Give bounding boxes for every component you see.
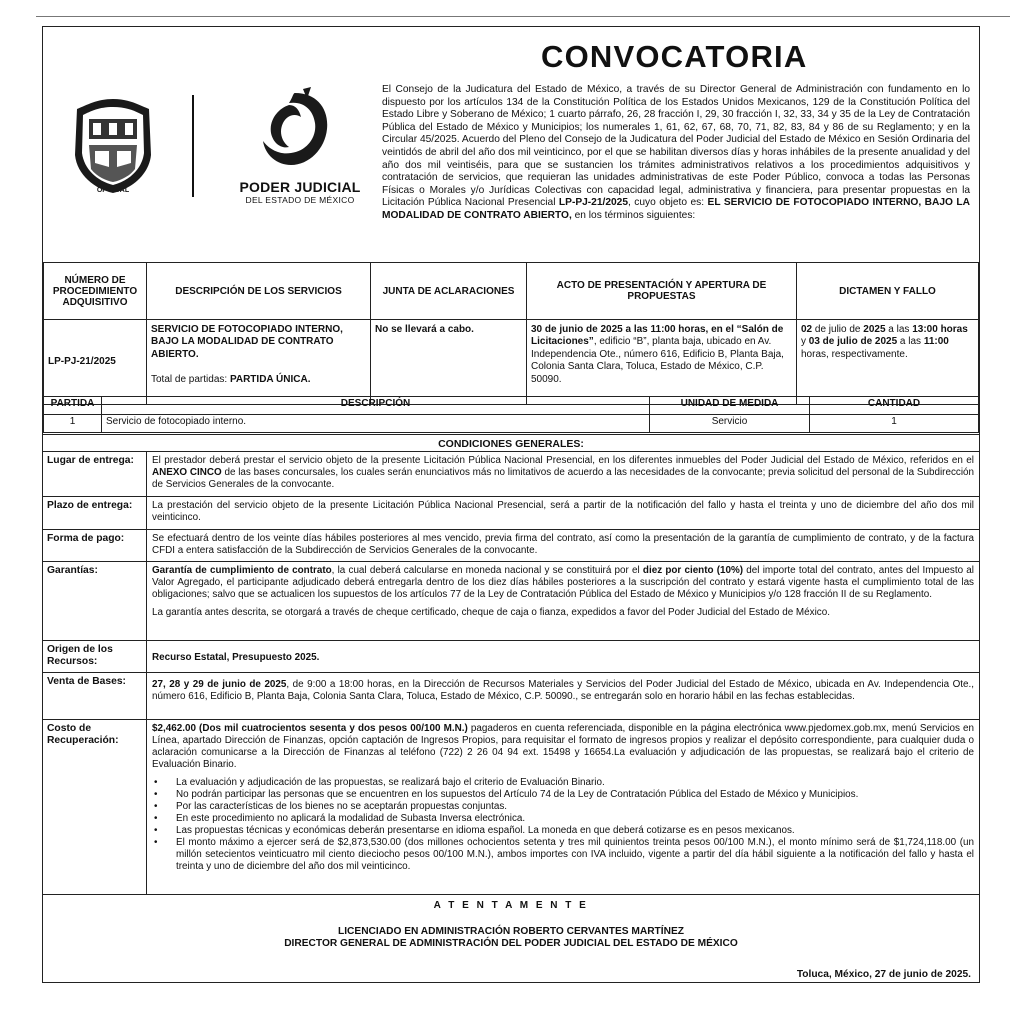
place-date: Toluca, México, 27 de junio de 2025. <box>796 969 971 980</box>
partidas-label: Total de partidas: <box>151 373 230 385</box>
procedure-number: LP-PJ-21/2025 <box>44 320 147 405</box>
junta-value: No se llevará a cabo. <box>375 324 474 335</box>
condition-label: Costo de Recuperación: <box>43 720 147 894</box>
intro-text-3: en los términos siguientes: <box>571 209 696 221</box>
garantia-title: Garantía de cumplimiento de contrato <box>152 565 332 576</box>
signer-title: DIRECTOR GENERAL DE ADMINISTRACIÓN DEL PODER JUDICIAL DEL ESTADO DE MÉXICO <box>284 938 738 949</box>
service-description: SERVICIO DE FOTOCOPIADO INTERNO, BAJO LA MODALIDAD DE CONTRATO ABIERTO. <box>151 324 343 360</box>
list-item: • La evaluación y adjudicación de las propuestas, se realizará bajo el criterio de Evaluación Binario. <box>152 777 974 789</box>
conditions-bullet-list <box>152 777 974 873</box>
item-description: Servicio de fotocopiado interno. <box>102 415 650 433</box>
condition-label: Origen de los Recursos: <box>43 641 147 672</box>
condition-text <box>147 673 979 706</box>
condition-text <box>147 720 979 876</box>
intro-object: EL SERVICIO DE FOTOCOPIADO INTERNO, BAJO LA MODALIDAD DE CONTRATO ABIERTO, <box>382 197 970 221</box>
condition-text <box>147 562 979 622</box>
costo-amount: $2,462.00 (Dos mil cuatrocientos sesenta y dos pesos 00/100 M.N.) <box>152 723 468 734</box>
condition-text: La prestación del servicio objeto de la presente Licitación Pública Nacional Presencial, será a partir de la notificación del fallo y hasta el treinta y uno de diciembre del año dos mil veinticinco. <box>152 500 974 523</box>
item-quantity: 1 <box>810 415 979 433</box>
intro-paragraph <box>382 84 970 223</box>
condition-garantias <box>43 562 979 641</box>
col-header-junta: JUNTA DE ACLARACIONES <box>371 263 527 320</box>
venta-dates: 27, 28 y 29 de junio de 2025 <box>152 679 287 690</box>
fallo-text: a las <box>897 336 924 348</box>
condition-text: Se efectuará dentro de los veinte días hábiles posteriores al mes vencido, previa firma del contrato, así como la presentación de la garantía de cumplimiento de contrato, y de la factura CFDI a entera satisfacción de la Subdirección de Servicios Generales de la convocante. <box>152 533 974 556</box>
fallo-text: horas, respectivamente. <box>801 348 908 360</box>
items-table <box>43 396 979 433</box>
intro-procedure-number: LP-PJ-21/2025 <box>558 197 629 209</box>
garantia-text-3: La garantía antes descrita, se otorgará a través de cheque certificado, cheque de caja o fianza, expedidos a favor del Poder Judicial del Estado de México. <box>152 607 830 618</box>
col-header-acto: ACTO DE PRESENTACIÓN Y APERTURA DE PROPUESTAS <box>527 263 797 320</box>
notice-frame <box>42 26 980 983</box>
col-header-cantidad: CANTIDAD <box>810 397 979 415</box>
lugar-annex: ANEXO CINCO <box>152 467 222 478</box>
condition-label: Garantías: <box>43 562 147 640</box>
atentamente: A T E N T A M E N T E <box>433 900 589 911</box>
partidas-value: PARTIDA ÚNICA. <box>229 373 311 385</box>
condition-forma-pago <box>43 530 979 562</box>
seal-text: OPVAVAL <box>96 187 130 194</box>
procedure-table <box>43 262 979 405</box>
fallo-text: 13:00 horas <box>912 324 968 335</box>
garantia-percent: diez por ciento (10%) <box>642 565 744 576</box>
state-seal-icon <box>69 95 157 195</box>
lugar-text-2: de las bases concursales, los cuales serán enunciativos más no limitativos de acuerdo a las necesidades de la convocante; previa solicitud del personal de la Subdirección de Servicios Generales de la convocante. <box>152 467 975 490</box>
garantia-text-2: del importe total del contrato, antes del Impuesto al Valor Agregado, el participante adjudicado deberá entregarla dentro de los diez días hábiles posteriores a la suscripción del contrato y estará vigente hasta el cumplimiento total de las obligaciones; salvo que se actualicen los supuestos de los artículos 77 de la Ley de Contratación Pública del Estado de México y Municipios y/o 128 fracción II de su Reglamento. <box>152 565 974 600</box>
condition-plazo <box>43 497 979 530</box>
garantia-text-1: , la cual deberá calcularse en moneda nacional y se constituirá por el <box>331 565 643 576</box>
lugar-text-1: El prestador deberá prestar el servicio objeto de la presente Licitación Pública Nacional Presencial, en los diferentes inmuebles del Poder Judicial del Estado de México, referidos en el <box>152 455 974 466</box>
col-header-fallo: DICTAMEN Y FALLO <box>797 263 979 320</box>
procedure-description <box>147 320 371 405</box>
condition-costo <box>43 720 979 895</box>
logo-separator <box>192 95 194 197</box>
conditions-title: CONDICIONES GENERALES: <box>43 434 979 452</box>
org-name: PODER JUDICIAL <box>239 179 361 195</box>
venta-text: , de 9:00 a 18:00 horas, en la Dirección de Recursos Materiales y Servicios del Poder Judicial del Estado de México, ubicada en Av. Independencia Ote., número 616, Edificio B, Planta Baja, Colonia Santa Clara, Toluca, Estado de México, C.P. 50090., se entregarán solo en horario hábil en las fechas establecidas. <box>152 679 974 702</box>
item-unit: Servicio <box>650 415 810 433</box>
col-header-item-description: DESCRIPCIÓN <box>102 397 650 415</box>
fallo-text: 03 de julio de 2025 <box>808 336 898 348</box>
poder-judicial-logo-icon <box>259 87 331 171</box>
list-item: • No podrán participar las personas que se encuentren en los supuestos del Artículo 74 de la Ley de Contratación Pública del Estado de México y Municipios. <box>152 789 974 801</box>
condition-text: Recurso Estatal, Presupuesto 2025. <box>152 652 320 663</box>
acto-cell <box>527 320 797 405</box>
fallo-text: 02 <box>801 324 813 335</box>
intro-text-1: El Consejo de la Judicatura del Estado de México, a través de su Director General de Administración con fundamento en lo dispuesto por los artículos 134 de la Constitución Política de los Estados Unidos Mexicanos, 129 de la Constitución Política del Estado Libre y Soberano de México; 1 cuarto párrafo, 26, 28 fracción I, 29, 30 fracción I, 32, 33, 34 y 35 de la Ley de Contratación Pública del Estado de México y Municipios; los numerales 1, 61, 62, 67, 68, 70, 71, 82, 83, 84 y 86 de su Reglamento; y en la Circular 45/2025. Acuerdo del Pleno del Consejo de la Judicatura del Poder Judicial del Estado de México en Sesión Ordinaria del veintidós de abril del año dos mil veinticinco, por el que se habilitan diversos días y horas inhábiles de la presente anualidad y del año dos mil veintiséis, para que se sustancien los trámites administrativos relativos a los procedimientos adquisitivos y contratación de servicios, que requieran las unidades administrativas de este Poder Público, convoca a todas las Personas Físicas o Morales y/o Jurídicas Colectivas con capacidad legal, administrativa y financiera, para presentar propuestas en la Licitación Pública Nacional Presencial <box>382 84 970 209</box>
condition-origen <box>43 641 979 673</box>
col-header-number: NÚMERO DE PROCEDIMIENTO ADQUISITIVO <box>44 263 147 320</box>
list-item: • Las propuestas técnicas y económicas deberán presentarse en idioma español. La moneda en que deberá cotizarse es en pesos mexicanos. <box>152 825 974 837</box>
condition-venta <box>43 673 979 720</box>
fallo-text: 11:00 <box>923 336 949 348</box>
condition-label: Plazo de entrega: <box>43 497 147 529</box>
costo-text: pagaderos en cuenta referenciada, disponible en la página electrónica www.pjedomex.gob.mx, menú Servicios en Línea, apartado Dirección de Finanzas, opción captación de Ingresos Propios, para requisitar el formato de ingresos propios y realizar el depósito correspondiente, para cualquier duda o aclaración comunicarse a la Dirección de Finanzas al teléfono (722) 2 26 04 94 ext. 15498 y 16654.La evaluación y adjudicación de las propuestas, se realizará bajo el criterio de Evaluación Binario. <box>152 723 974 770</box>
fallo-cell <box>797 320 979 405</box>
condition-text <box>147 452 979 494</box>
fallo-text: a las <box>885 324 913 335</box>
item-partida: 1 <box>44 415 102 433</box>
list-item: • Por las características de los bienes no se aceptarán propuestas conjuntas. <box>152 801 974 813</box>
col-header-partida: PARTIDA <box>44 397 102 415</box>
fallo-text: de julio de <box>812 324 864 335</box>
col-header-unidad: UNIDAD DE MEDIDA <box>650 397 810 415</box>
condition-label: Lugar de entrega: <box>43 452 147 496</box>
page-title: CONVOCATORIA <box>541 39 808 74</box>
condition-lugar <box>43 452 979 497</box>
fallo-text: y <box>801 336 809 348</box>
col-header-description: DESCRIPCIÓN DE LOS SERVICIOS <box>147 263 371 320</box>
condition-label: Venta de Bases: <box>43 673 147 719</box>
top-rule <box>36 16 1010 17</box>
condition-label: Forma de pago: <box>43 530 147 561</box>
signer-name: LICENCIADO EN ADMINISTRACIÓN ROBERTO CERVANTES MARTÍNEZ <box>337 926 684 937</box>
org-subtitle: DEL ESTADO DE MÉXICO <box>245 195 355 205</box>
list-item: • El monto máximo a ejercer será de $2,873,530.00 (dos millones ochocientos setenta y tres mil quinientos treinta pesos 00/100 M.N.), el monto mínimo será de $1,724,118.00 (un millón setecientos veinticuatro mil ciento dieciocho pesos 00/100 M.N.), ambos importes con IVA incluido, vigente a partir del día hábil siguiente a la notificación del fallo y hasta el treinta y uno de diciembre del año dos mil veinticinco. <box>152 837 974 873</box>
intro-text-2: , cuyo objeto es: <box>628 197 708 209</box>
junta-cell <box>371 320 527 405</box>
notice-header <box>43 27 979 262</box>
acto-address: , edificio “B”, planta baja, ubicado en Av. Independencia Ote., número 616, Edificio B, Planta Baja, Colonia Santa Clara, Toluca, Estado de México, C.P. 50090. <box>531 336 784 385</box>
list-item: • En este procedimiento no aplicará la modalidad de Subasta Inversa electrónica. <box>152 813 974 825</box>
acto-datetime: 30 de junio de 2025 a las 11:00 horas, en el “Salón de Licitaciones” <box>531 324 784 348</box>
table-row <box>44 415 979 433</box>
fallo-text: 2025 <box>863 324 886 335</box>
